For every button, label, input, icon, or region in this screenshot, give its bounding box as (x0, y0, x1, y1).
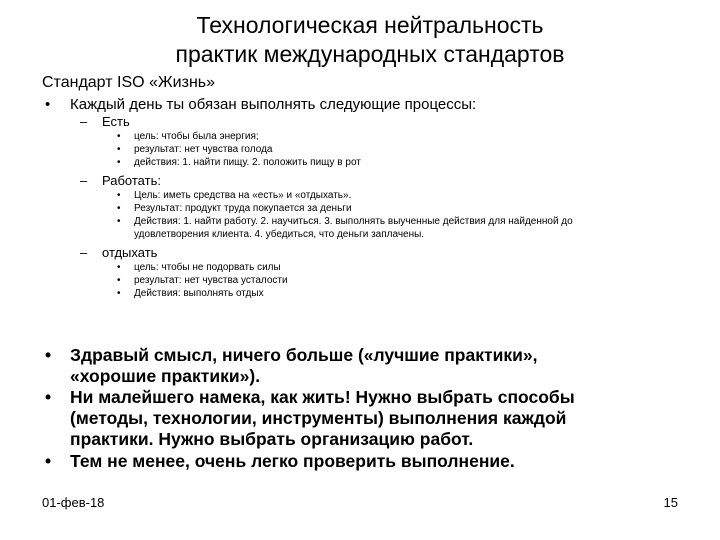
key-point-line: Тем не менее, очень легко проверить выполнение. (70, 451, 515, 471)
bullet-icon: • (117, 216, 121, 227)
key-point-line: Здравый смысл, ничего больше («лучшие практики», (70, 345, 538, 365)
bullet-icon: • (117, 157, 121, 168)
page-number: 15 (663, 495, 678, 510)
bullet-icon: • (117, 275, 121, 286)
bullet-icon: • (117, 131, 121, 142)
bullet-icon: • (45, 451, 52, 471)
list-item-text: цель: чтобы не подорвать силы (134, 262, 281, 273)
group-label: отдыхать (102, 245, 158, 260)
bullet-icon: • (45, 345, 52, 365)
dash-icon: – (80, 114, 88, 129)
list-item-text: результат: нет чувства усталости (134, 275, 288, 286)
list-item-text: действия: 1. найти пищу. 2. положить пищу в рот (134, 157, 361, 168)
list-item-text: результат: нет чувства голода (134, 144, 273, 155)
list-item-text: Действия: выполнять отдых (134, 288, 264, 299)
key-point-line: Ни малейшего намека, как жить! Нужно выбрать способы (70, 387, 575, 407)
level1-text: Каждый день ты обязан выполнять следующие процессы: (70, 96, 477, 113)
bullet-icon: • (117, 262, 121, 273)
key-point-line: практики. Нужно выбрать организацию работ. (70, 429, 474, 449)
dash-icon: – (80, 173, 88, 188)
bullet-icon: • (45, 96, 51, 113)
list-item-text: Цель: иметь средства на «есть» и «отдыхать». (134, 190, 352, 201)
list-item-text: Действия: 1. найти работу. 2. научиться. 3. выполнять выученные действия для найденной до (134, 216, 573, 227)
title-line-2: практик международных стандартов (175, 41, 565, 67)
dash-icon: – (80, 245, 88, 260)
key-point-line: (методы, технологии, инструменты) выполнения каждой (70, 408, 567, 428)
slide-title (100, 11, 640, 69)
title-line-1: Технологическая нейтральность (196, 12, 544, 38)
list-item-text: Результат: продукт труда покупается за деньги (134, 203, 352, 214)
group-label: Есть (102, 114, 130, 129)
bullet-icon: • (117, 203, 121, 214)
list-item-text: удовлетворения клиента. 4. убедиться, что деньги заплачены. (134, 229, 425, 240)
key-point-line: «хорошие практики»). (70, 366, 261, 386)
bullet-icon: • (117, 288, 121, 299)
bullet-icon: • (45, 387, 52, 407)
standard-heading: Стандарт ISO «Жизнь» (42, 74, 216, 91)
bullet-icon: • (117, 144, 121, 155)
footer-date: 01-фев-18 (42, 495, 105, 510)
bullet-icon: • (117, 190, 121, 201)
group-label: Работать: (102, 173, 161, 188)
list-item-text: цель: чтобы была энергия; (134, 131, 259, 142)
